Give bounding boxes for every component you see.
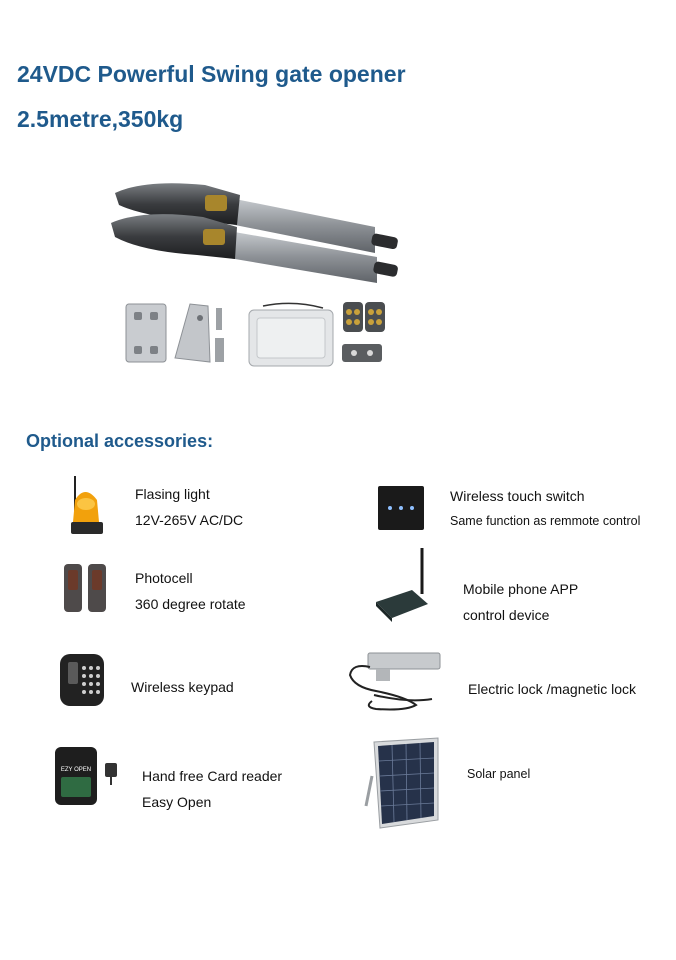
page-subtitle: 2.5metre,350kg — [17, 106, 184, 132]
accessories-heading: Optional accessories: — [26, 431, 214, 451]
gate-opener-arms-image — [105, 175, 410, 295]
wifi-box-icon — [372, 546, 432, 624]
photocell-spec: 360 degree rotate — [135, 596, 246, 612]
touch-switch-icon — [376, 484, 428, 532]
flashing-light-icon — [65, 474, 107, 540]
touch-switch-title: Wireless touch switch — [450, 488, 585, 504]
remote-controls-image — [340, 300, 390, 366]
card-reader-title: Hand free Card reader — [142, 768, 283, 784]
card-reader-spec: Easy Open — [142, 794, 212, 810]
card-reader-icon — [53, 745, 125, 809]
app-device-spec: control device — [463, 607, 550, 623]
electric-lock-title: Electric lock /magnetic lock — [468, 681, 637, 697]
solar-panel-icon — [364, 736, 444, 832]
keypad-icon — [58, 652, 108, 708]
card-reader-device-text: EZY OPEN — [60, 767, 92, 773]
solar-panel-title: Solar panel — [467, 767, 531, 781]
flashing-light-spec: 12V-265V AC/DC — [135, 512, 244, 528]
keypad-title: Wireless keypad — [131, 679, 234, 695]
touch-switch-spec: Same function as remmote control — [450, 514, 641, 528]
flashing-light-title: Flasing light — [135, 486, 210, 502]
app-device-title: Mobile phone APP — [463, 581, 579, 597]
page-title: 24VDC Powerful Swing gate opener — [17, 61, 406, 87]
control-box-image — [243, 300, 338, 368]
photocell-title: Photocell — [135, 570, 193, 586]
mounting-brackets-image — [120, 298, 230, 370]
photocell-icon — [62, 560, 112, 616]
electric-lock-icon — [346, 645, 446, 717]
